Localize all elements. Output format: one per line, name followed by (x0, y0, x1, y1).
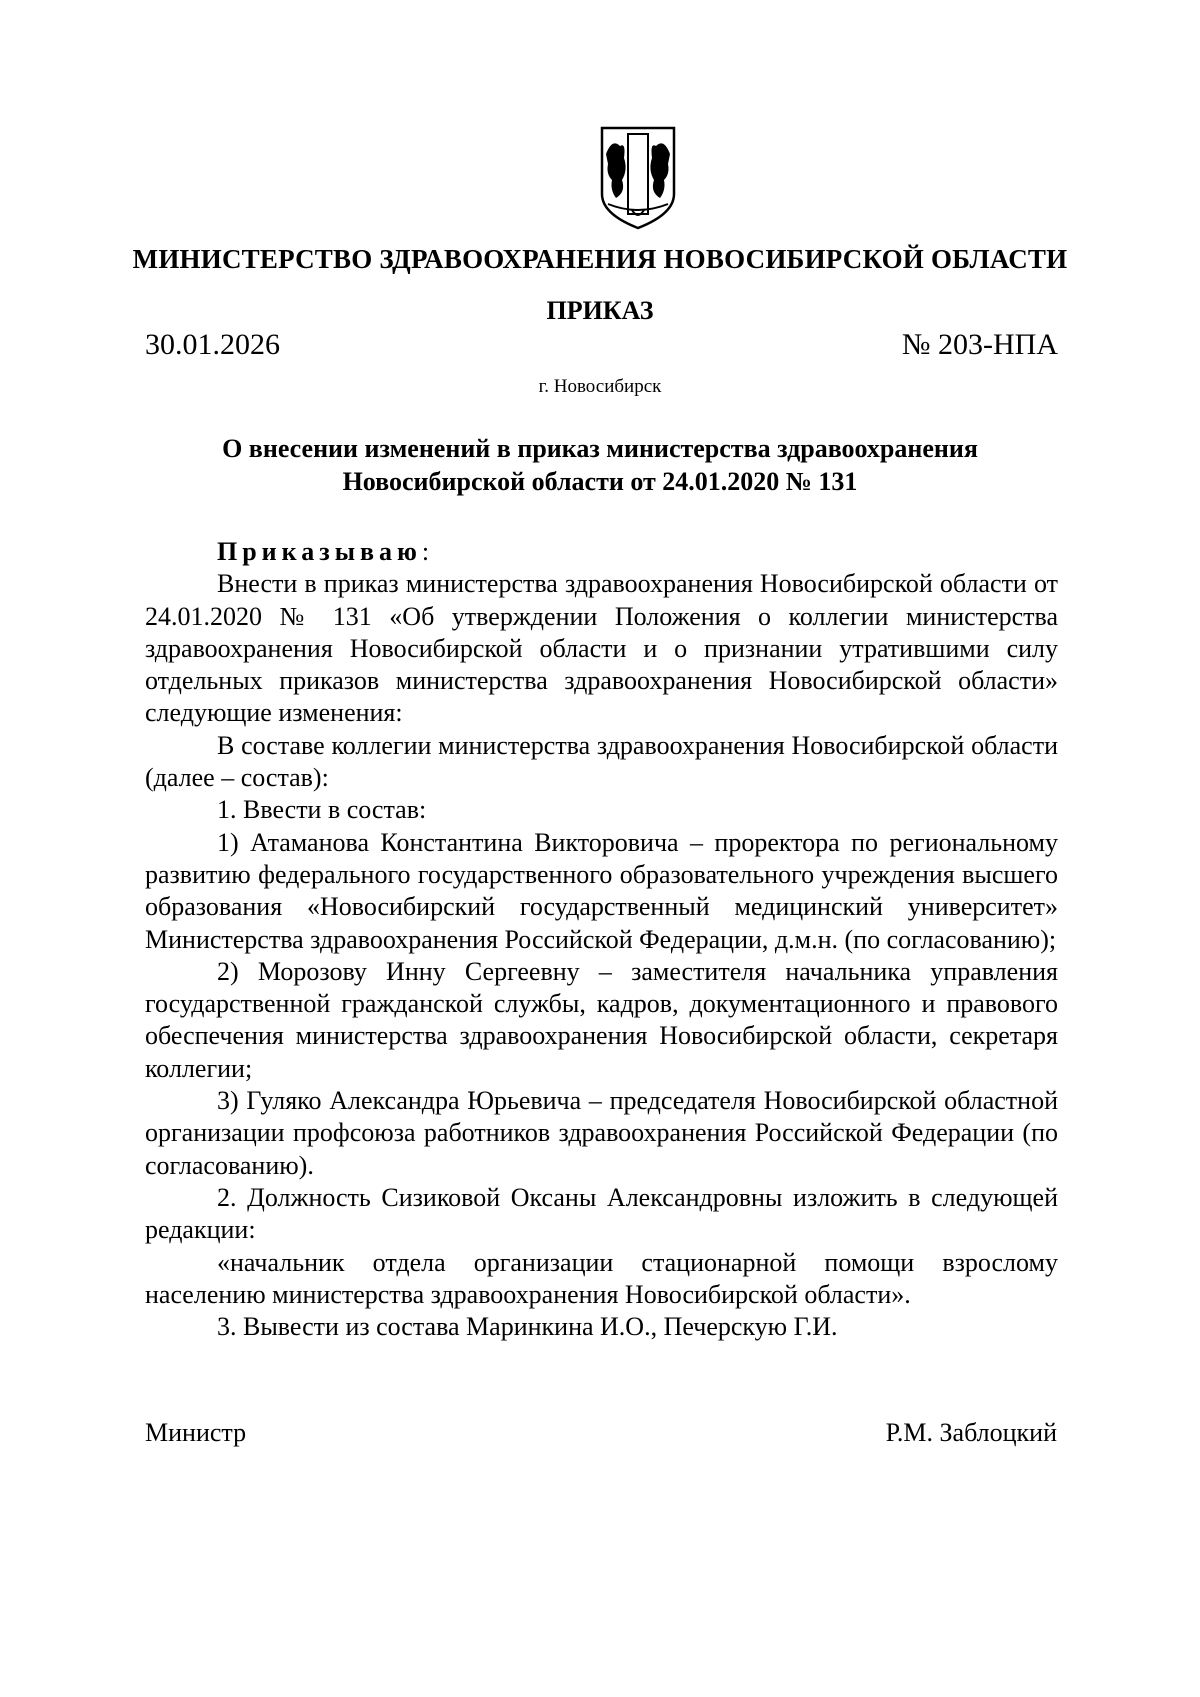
order-date: 30.01.2026 (145, 328, 280, 361)
signatory-role: Министр (145, 1418, 247, 1447)
order-number: № 203-НПА (901, 328, 1058, 361)
body-paragraph: 3) Гуляко Александра Юрьевича – председателя Новосибирской областной организации профсоюза работников здравоохранения Российской Федерации (по согласованию). (145, 1086, 1058, 1180)
ministry-name: МИНИСТЕРСТВО ЗДРАВООХРАНЕНИЯ НОВОСИБИРСКОЙ ОБЛАСТИ (132, 244, 1068, 274)
subject-line-1: О внесении изменений в приказ министерства здравоохранения (222, 434, 978, 463)
signatory-name: Р.М. Заблоцкий (885, 1418, 1057, 1447)
order-city: г. Новосибирск (538, 376, 662, 397)
novosibirsk-coat-of-arms-icon (598, 124, 678, 232)
body-paragraph: Внести в приказ министерства здравоохранения Новосибирской области от 24.01.2020 № 131 «Об утверждении Положения о коллегии министерства здравоохранения Новосибирской области и о признании утратившими силу отдельных приказов министерства здравоохранения Новосибирской области» следующие изменения: (145, 569, 1058, 728)
prikaz-word: Приказываю (217, 537, 422, 566)
prikaz-colon: : (421, 537, 430, 566)
body-paragraph: В составе коллегии министерства здравоохранения Новосибирской области (далее – состав): (145, 730, 1058, 793)
document-type: ПРИКАЗ (546, 296, 654, 325)
order-subject (150, 432, 1050, 498)
prikaz-heading (145, 536, 1058, 568)
body-paragraph: 2. Должность Сизиковой Оксаны Александровны изложить в следующей редакции: (145, 1182, 1058, 1245)
subject-line-2: Новосибирской области от 24.01.2020 № 131 (342, 467, 858, 496)
body-paragraph: «начальник отдела организации стационарной помощи взрослому населению министерства здравоохранения Новосибирской области». (145, 1247, 1058, 1309)
body-paragraph: 1. Ввести в состав: (217, 795, 427, 825)
order-body (145, 536, 1058, 1343)
body-paragraph: 3. Вывести из состава Маринкина И.О., Печерскую Г.И. (217, 1312, 838, 1342)
body-paragraph: 1) Атаманова Константина Викторовича – проректора по региональному развитию федерального государственного образовательного учреждения высшего образования «Новосибирский государственный медицинский университет» Министерства здравоохранения Российской Федерации, д.м.н. (по согласованию); (145, 827, 1058, 954)
body-paragraph: 2) Морозову Инну Сергеевну – заместителя начальника управления государственной гражданской службы, кадров, документационного и правового обеспечения министерства здравоохранения Новосибирской области, секретаря коллегии; (145, 956, 1058, 1083)
